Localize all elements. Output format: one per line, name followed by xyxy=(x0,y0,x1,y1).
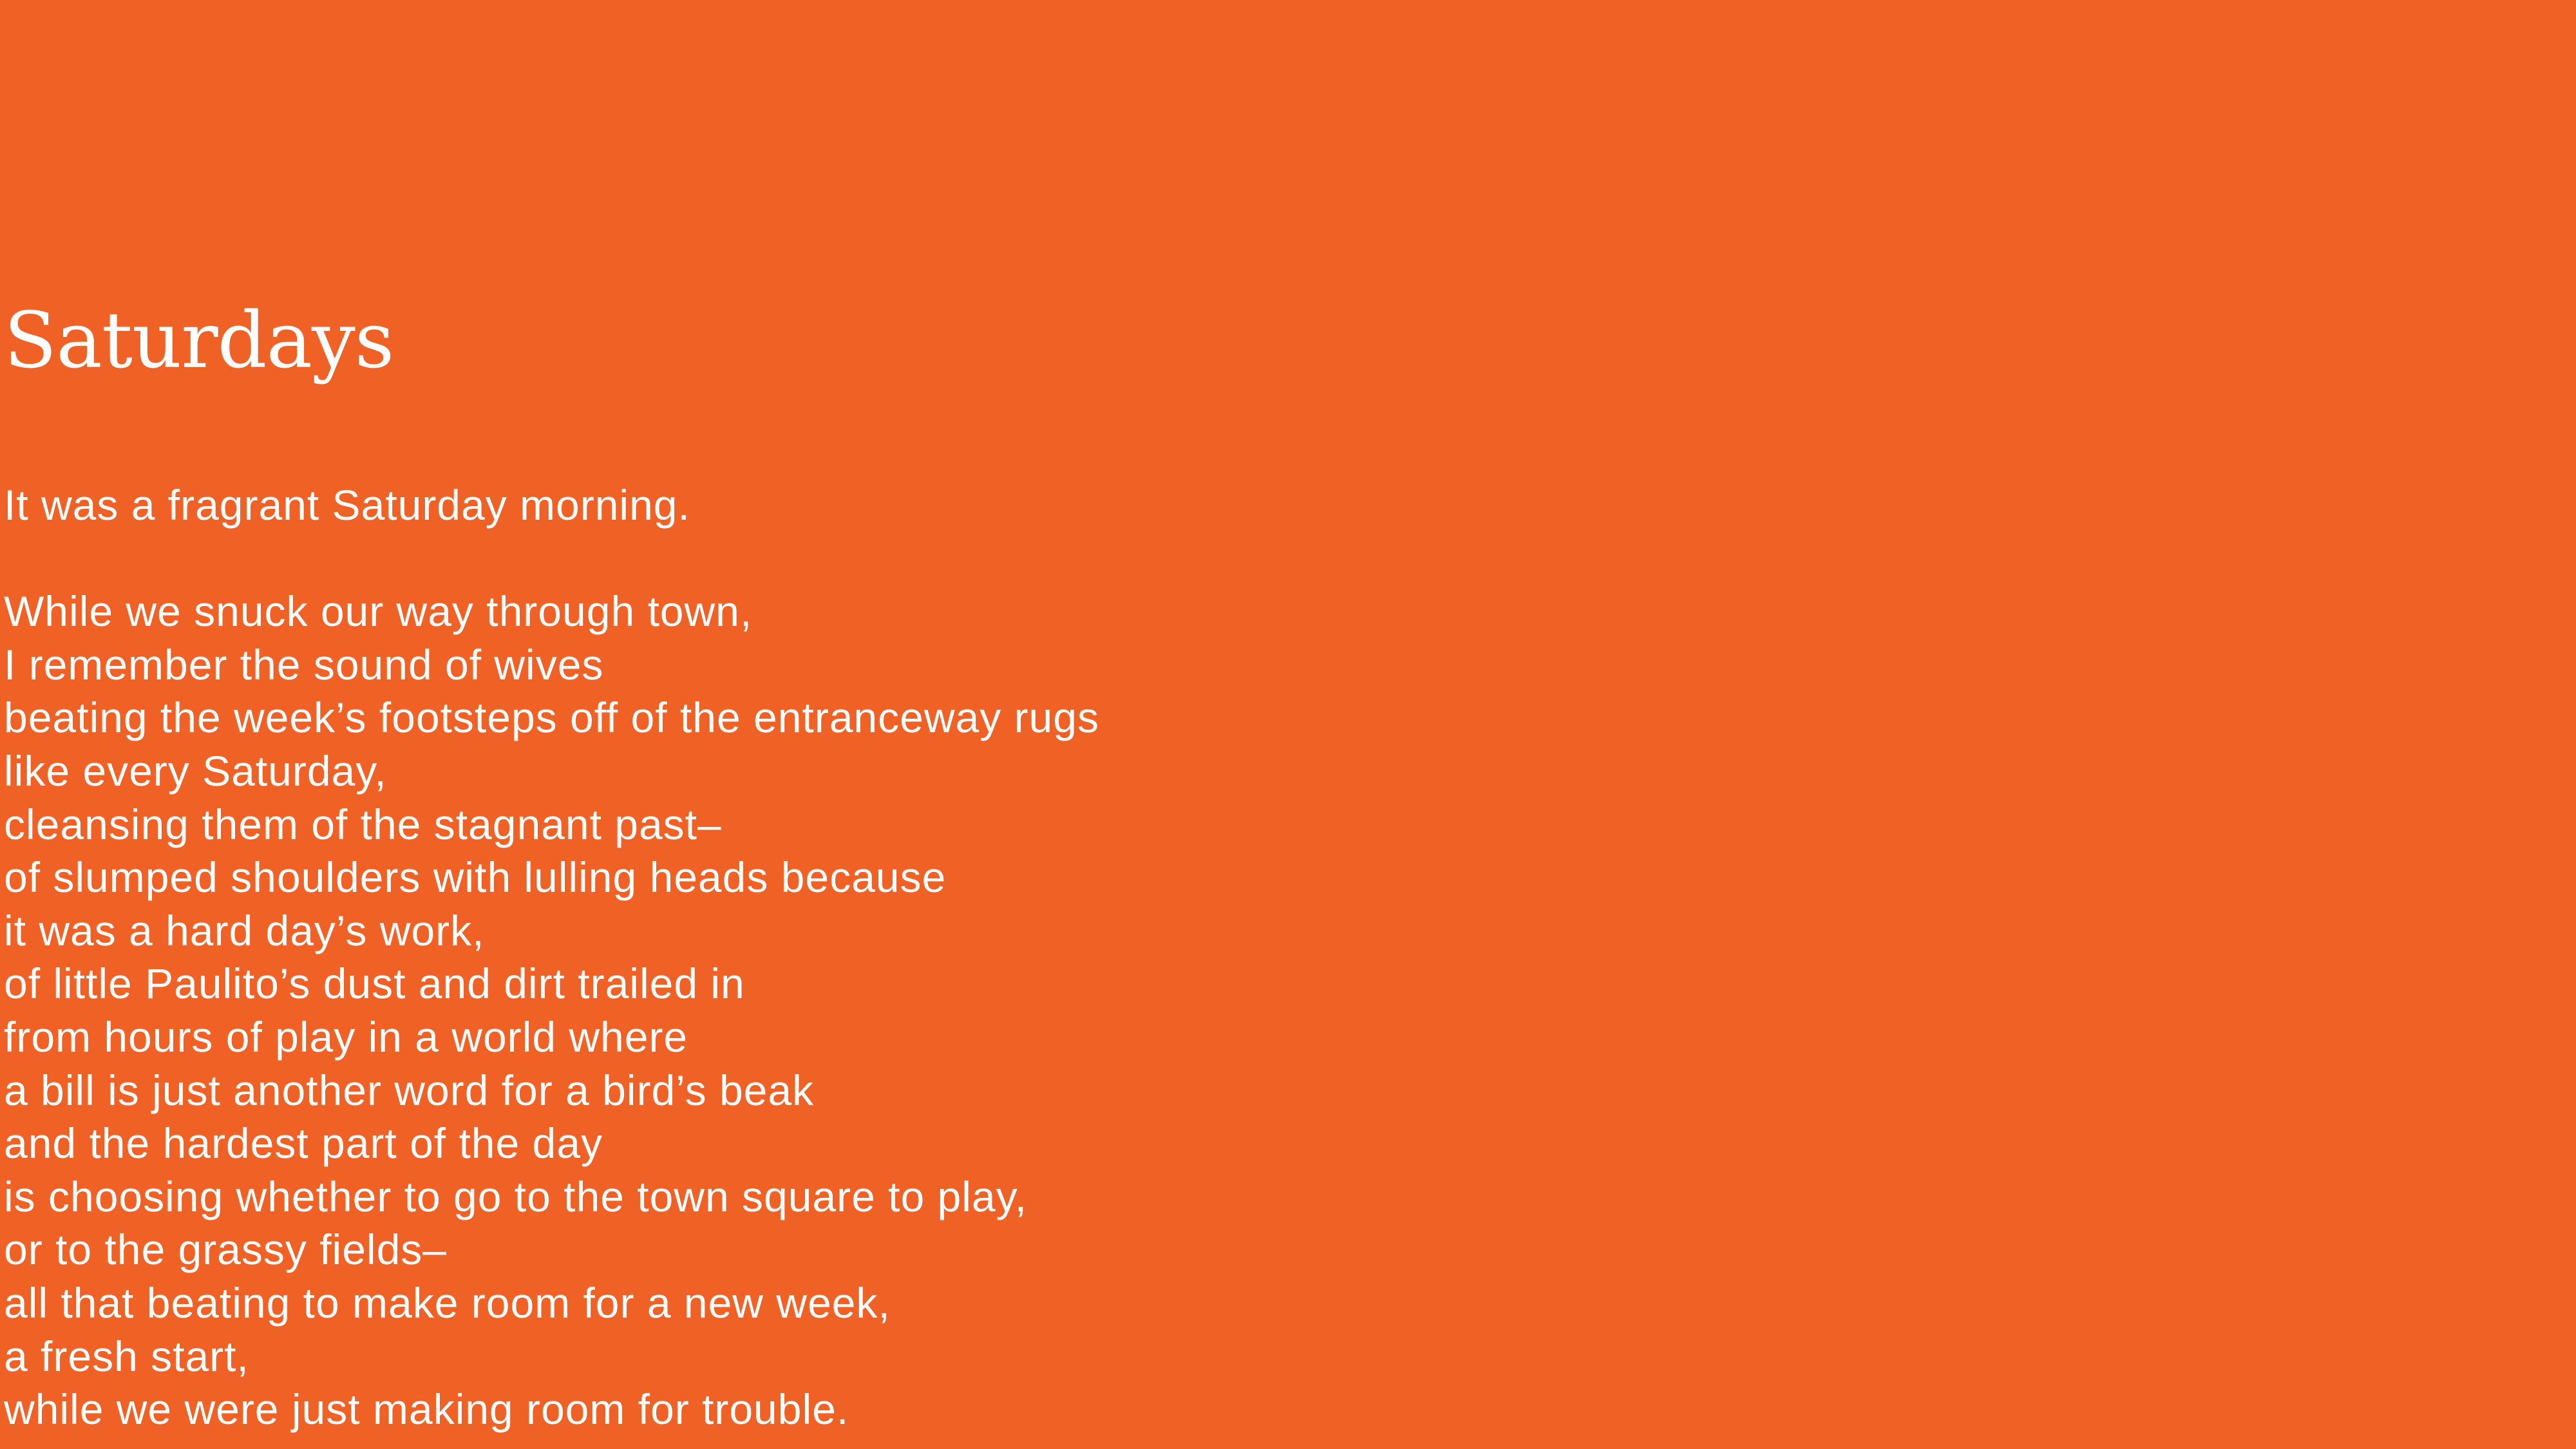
poem-line: a bill is just another word for a bird’s beak xyxy=(4,1066,815,1114)
poem-line: while we were just making room for trouble. xyxy=(4,1385,849,1434)
poem-line: like every Saturday, xyxy=(4,746,387,795)
poem-line: a fresh start, xyxy=(4,1332,249,1380)
stanza-1 xyxy=(4,478,1421,532)
poem-line: and the hardest part of the day xyxy=(4,1119,603,1168)
poem-line: or to the grassy fields– xyxy=(4,1226,447,1274)
poem-line: While we snuck our way through town, xyxy=(4,587,753,636)
poem-line: of little Paulito’s dust and dirt trailed in xyxy=(4,960,745,1008)
poem-line: cleansing them of the stagnant past– xyxy=(4,800,722,848)
poem-line: all that beating to make room for a new week, xyxy=(4,1278,891,1327)
poem-line: it was a hard day’s work, xyxy=(4,906,485,954)
poem-title: Saturdays xyxy=(4,296,394,386)
poem-body xyxy=(4,478,1421,1436)
poem-line: of slumped shoulders with lulling heads because xyxy=(4,853,947,902)
poem-line: I remember the sound of wives xyxy=(4,640,604,688)
stanza-2 xyxy=(4,585,1421,1436)
poem-line: It was a fragrant Saturday morning. xyxy=(4,481,690,529)
poem-line: is choosing whether to go to the town square to play, xyxy=(4,1172,1028,1220)
poem-line: from hours of play in a world where xyxy=(4,1012,688,1061)
poem-line: beating the week’s footsteps off of the entranceway rugs xyxy=(4,694,1099,742)
stanza-break xyxy=(4,532,1421,585)
